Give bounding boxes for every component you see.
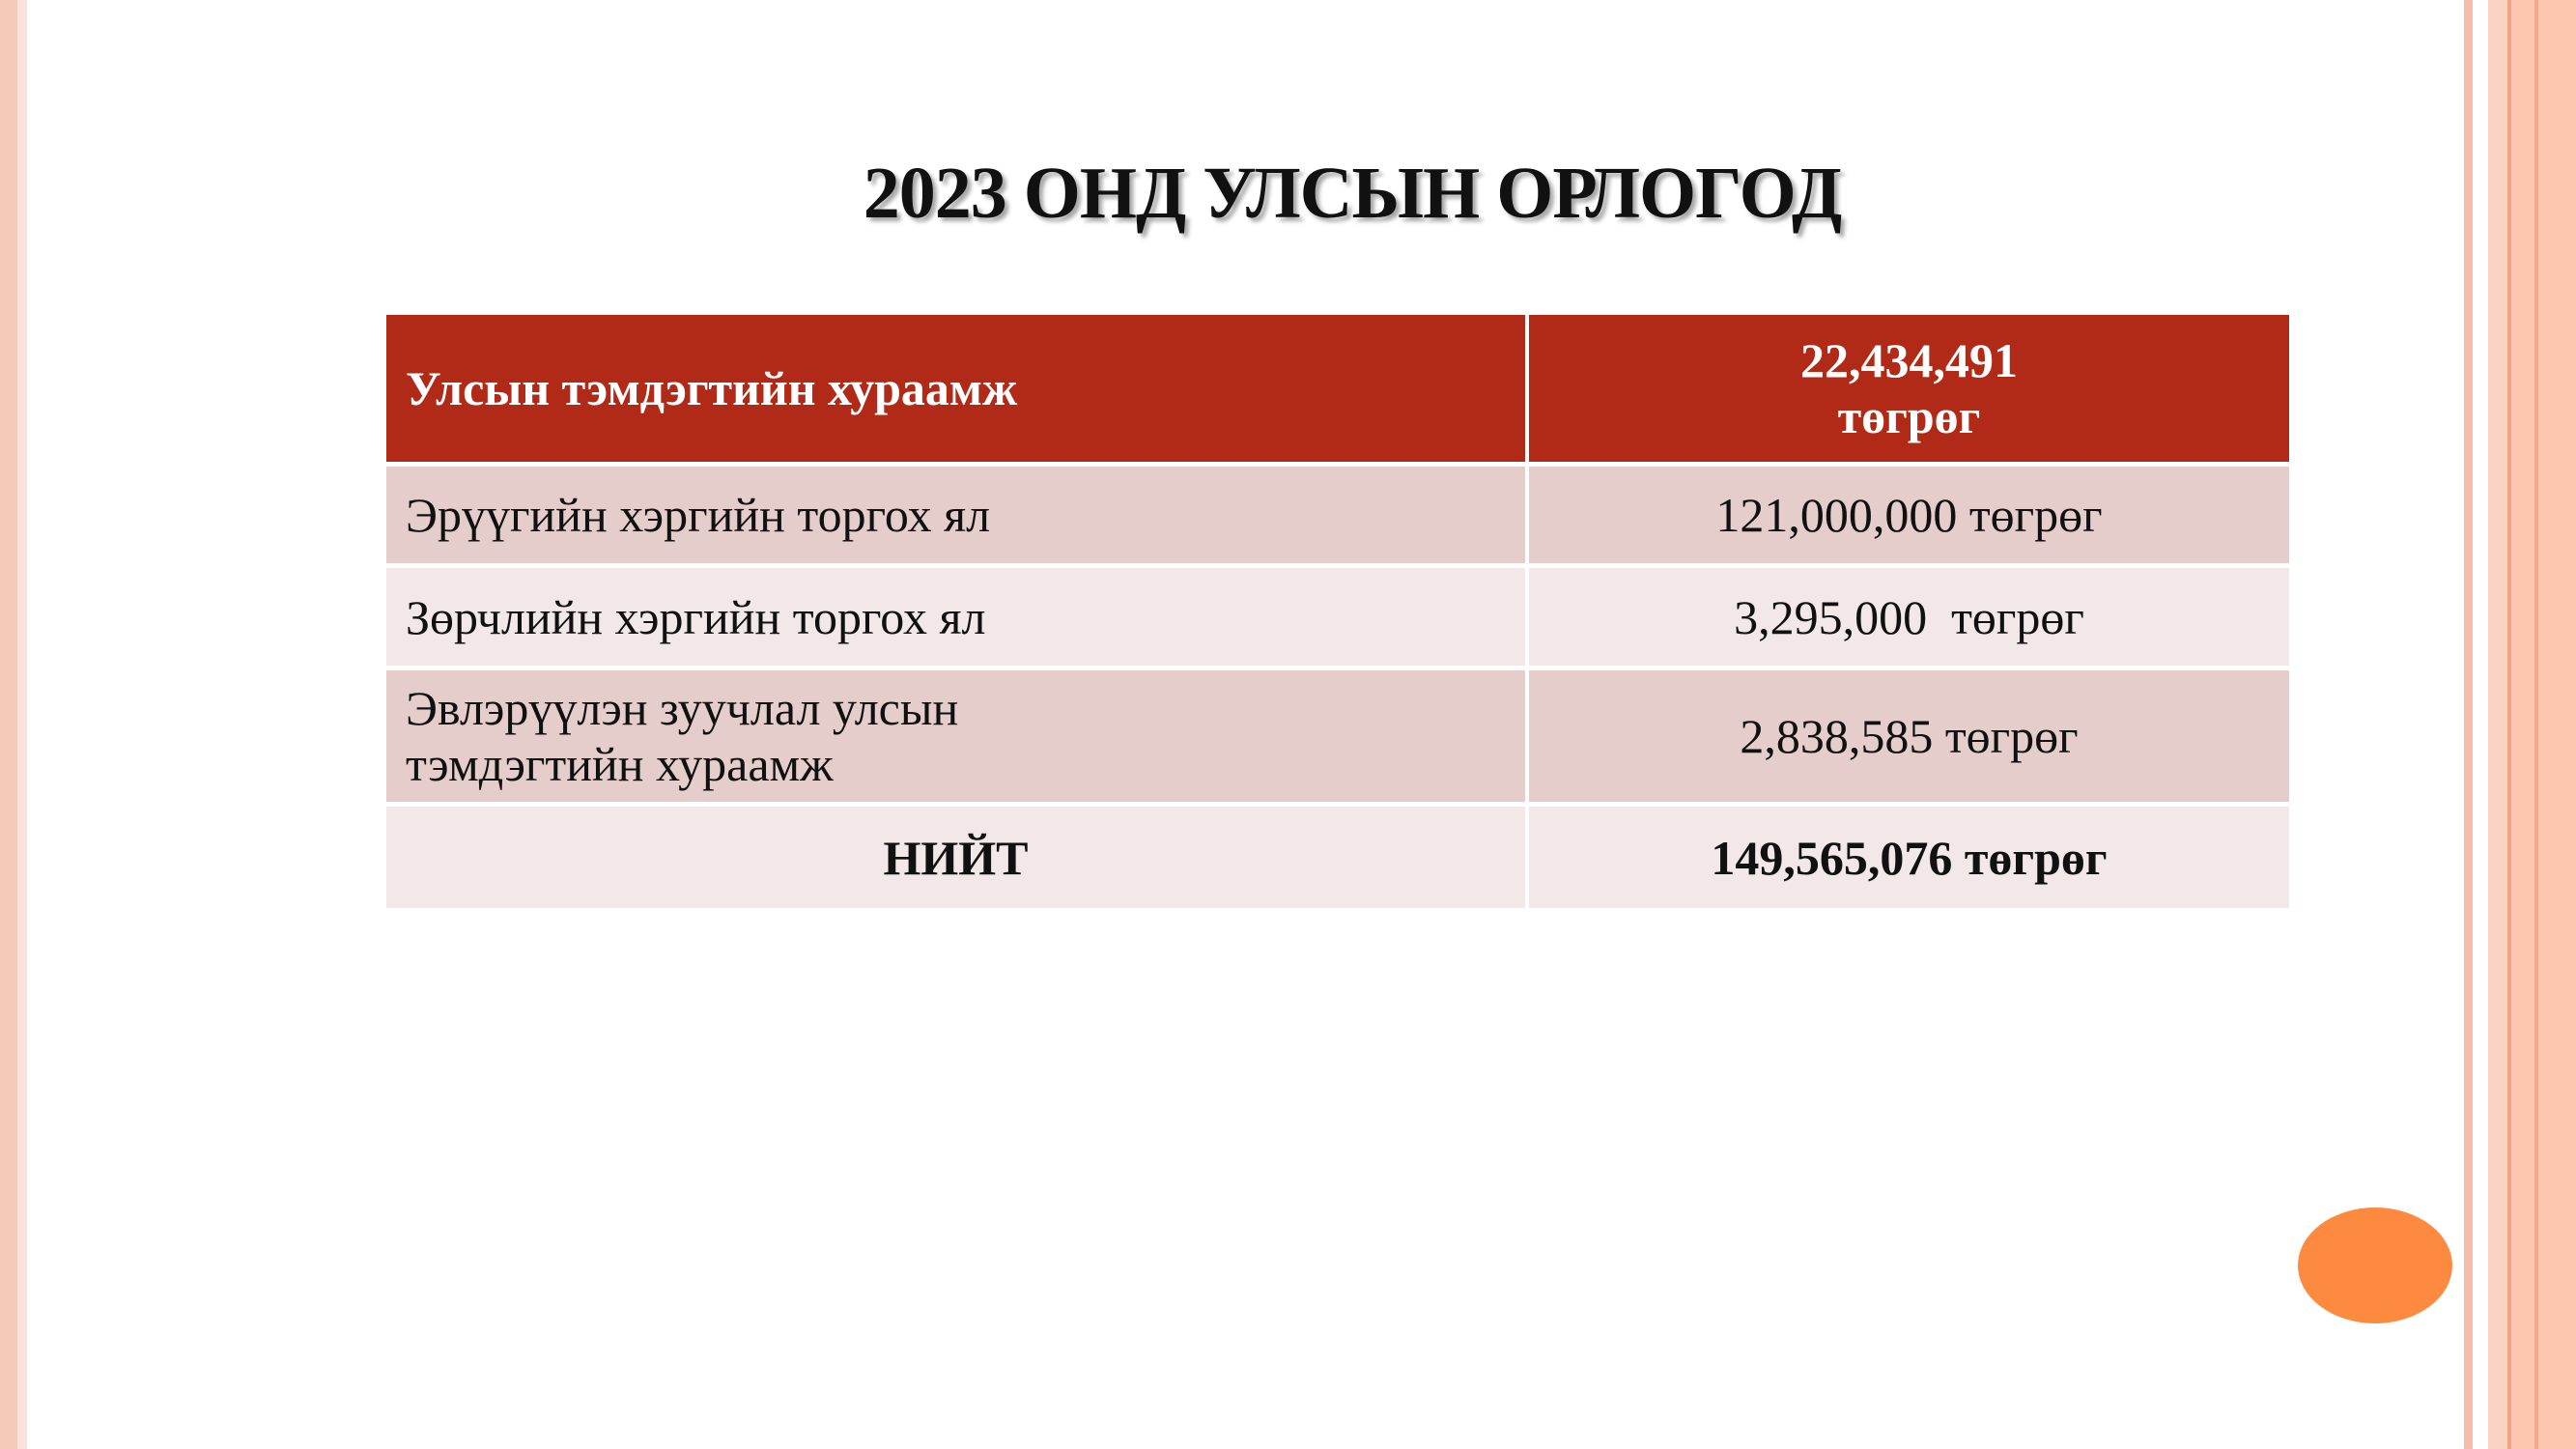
right-border-line xyxy=(2464,0,2473,1449)
total-label: НИЙТ xyxy=(386,807,1529,908)
left-border-inner-stripe xyxy=(17,0,27,1449)
total-amount: 149,565,076 төгрөг xyxy=(1529,807,2289,908)
row-label: Эрүүгийн хэргийн торгох ял xyxy=(386,467,1529,563)
table-row xyxy=(386,467,2289,568)
right-border-band xyxy=(2488,0,2507,1449)
header-unit: төгрөг xyxy=(1837,389,1981,443)
left-border-stripe xyxy=(0,0,17,1449)
row-label: Зөрчлийн хэргийн торгох ял xyxy=(386,568,1529,666)
row-label: Эвлэрүүлэн зуучлал улсын тэмдэгтийн хураамж xyxy=(386,670,1529,802)
right-border-band xyxy=(2511,0,2576,1449)
row-amount: 2,838,585 төгрөг xyxy=(1529,670,2289,802)
income-table xyxy=(386,315,2289,908)
header-label: Улсын тэмдэгтийн хураамж xyxy=(386,315,1529,462)
table-row xyxy=(386,670,2289,807)
row-amount: 3,295,000 төгрөг xyxy=(1529,568,2289,666)
table-header-row xyxy=(386,315,2289,467)
table-row xyxy=(386,568,2289,670)
right-border-line xyxy=(2534,0,2538,1449)
header-amount: 22,434,491 xyxy=(1800,333,2018,387)
slide-title: 2023 ОНД УЛСЫН ОРЛОГОД xyxy=(863,153,1842,234)
header-amount-cell xyxy=(1529,315,2289,462)
table-total-row xyxy=(386,807,2289,908)
decorative-orange-circle xyxy=(2298,1208,2452,1323)
row-amount: 121,000,000 төгрөг xyxy=(1529,467,2289,563)
